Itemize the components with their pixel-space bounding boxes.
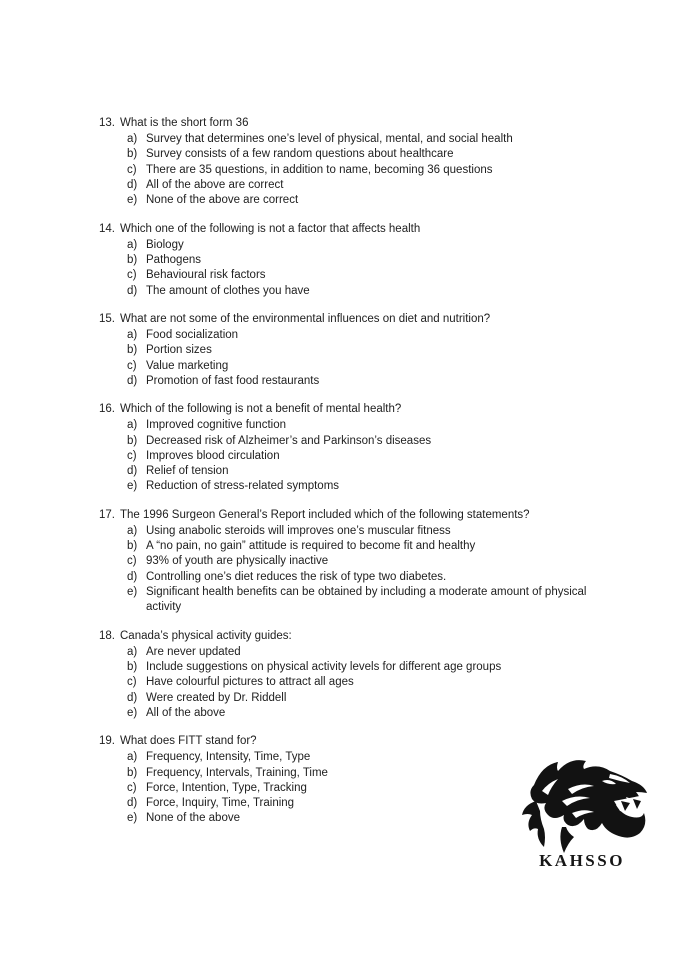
option-letter: a) (127, 133, 138, 146)
option-row (127, 449, 591, 464)
option-row (127, 539, 591, 554)
option-letter: a) (127, 328, 138, 341)
option-letter: d) (127, 178, 138, 191)
option-row (127, 163, 591, 178)
option-row (127, 328, 591, 343)
option-row (127, 359, 591, 374)
option-text: A “no pain, no gain” attitude is required to become fit and healthy (146, 540, 476, 553)
question-line (99, 222, 591, 237)
question-text: The 1996 Surgeon General’s Report included which of the following statements? (120, 508, 530, 521)
option-row (127, 284, 591, 299)
option-row (127, 675, 591, 690)
option-text: Have colourful pictures to attract all ages (146, 676, 354, 689)
option-row (127, 418, 591, 433)
option-list (127, 645, 591, 721)
option-row (127, 132, 591, 147)
option-letter: b) (127, 660, 138, 673)
question-block (99, 402, 591, 495)
option-row (127, 691, 591, 706)
option-text: Pathogens (146, 253, 201, 266)
option-letter: e) (127, 812, 138, 825)
lion-head-icon (506, 755, 658, 855)
option-text: Value marketing (146, 359, 229, 372)
option-letter: b) (127, 434, 138, 447)
option-text: Relief of tension (146, 465, 229, 478)
option-list (127, 132, 591, 208)
question-text: What does FITT stand for? (120, 735, 257, 748)
option-text: Portion sizes (146, 344, 212, 357)
option-text: Using anabolic steroids will improves one’s muscular fitness (146, 524, 451, 537)
option-letter: e) (127, 480, 138, 493)
option-text: 93% of youth are physically inactive (146, 555, 329, 568)
question-line (99, 734, 591, 749)
option-row (127, 524, 591, 539)
question-number: 15. (99, 312, 115, 325)
question-number: 14. (99, 222, 115, 235)
option-letter: d) (127, 797, 138, 810)
option-list (127, 328, 591, 389)
option-letter: c) (127, 676, 137, 689)
option-list (127, 524, 591, 616)
question-number: 13. (99, 117, 115, 129)
question-line (99, 312, 591, 327)
question-text: Canada’s physical activity guides: (120, 629, 292, 642)
option-row (127, 193, 591, 208)
option-letter: d) (127, 465, 138, 478)
option-row (127, 570, 591, 585)
option-row (127, 147, 591, 162)
question-block (99, 116, 591, 209)
option-letter: b) (127, 148, 138, 161)
question-block (99, 222, 591, 299)
option-letter: d) (127, 374, 138, 387)
question-line (99, 508, 591, 523)
question-number: 19. (99, 735, 115, 748)
option-letter: d) (127, 570, 138, 583)
option-letter: e) (127, 586, 138, 598)
option-text: Include suggestions on physical activity levels for different age groups (146, 660, 502, 673)
question-list (99, 116, 591, 840)
option-row (127, 268, 591, 283)
option-text: Are never updated (146, 645, 241, 658)
option-text: Improves blood circulation (146, 449, 280, 462)
option-row (127, 178, 591, 193)
option-letter: e) (127, 706, 138, 719)
option-row (127, 253, 591, 268)
option-letter: b) (127, 540, 138, 553)
question-block (99, 312, 591, 389)
option-list (127, 238, 591, 299)
option-row (127, 238, 591, 253)
option-text: Significant health benefits can be obtained by including a moderate amount of physical activity (146, 586, 587, 614)
question-block (99, 629, 591, 722)
option-row (127, 343, 591, 358)
option-text: Promotion of fast food restaurants (146, 374, 320, 387)
option-text: There are 35 questions, in addition to name, becoming 36 questions (146, 163, 493, 176)
option-letter: c) (127, 163, 137, 176)
option-text: Survey that determines one’s level of physical, mental, and social health (146, 133, 513, 146)
option-text: Behavioural risk factors (146, 269, 266, 282)
option-text: None of the above are correct (146, 194, 299, 207)
option-letter: a) (127, 645, 138, 658)
option-letter: c) (127, 449, 137, 462)
option-text: Frequency, Intervals, Training, Time (146, 766, 328, 779)
option-text: Food socialization (146, 328, 239, 341)
option-letter: a) (127, 524, 138, 537)
question-line (99, 116, 591, 131)
question-block (99, 508, 591, 616)
option-text: The amount of clothes you have (146, 284, 310, 297)
question-text: Which of the following is not a benefit of mental health? (120, 403, 402, 416)
option-letter: e) (127, 194, 138, 207)
option-text: All of the above are correct (146, 178, 284, 191)
option-text: Decreased risk of Alzheimer’s and Parkinson’s diseases (146, 434, 432, 447)
question-line (99, 402, 591, 417)
option-row (127, 645, 591, 660)
logo-text: KAHSSO (539, 851, 625, 870)
option-list (127, 418, 591, 494)
option-text: Force, Intention, Type, Tracking (146, 781, 307, 794)
question-text: Which one of the following is not a factor that affects health (120, 222, 421, 235)
question-text: What are not some of the environmental influences on diet and nutrition? (120, 312, 491, 325)
option-letter: a) (127, 238, 138, 251)
option-row (127, 464, 591, 479)
option-letter: b) (127, 253, 138, 266)
option-text: Biology (146, 238, 184, 251)
option-text: Force, Inquiry, Time, Training (146, 797, 295, 810)
question-number: 18. (99, 629, 115, 642)
option-row (127, 554, 591, 569)
option-letter: a) (127, 751, 138, 764)
option-row (127, 660, 591, 675)
option-letter: c) (127, 555, 137, 568)
option-text: None of the above (146, 812, 240, 825)
option-row (127, 374, 591, 389)
option-row (127, 706, 591, 721)
option-letter: c) (127, 781, 137, 794)
option-letter: c) (127, 269, 137, 282)
option-text: All of the above (146, 706, 226, 719)
option-letter: b) (127, 766, 138, 779)
option-text: Survey consists of a few random questions about healthcare (146, 148, 454, 161)
option-letter: a) (127, 419, 138, 432)
question-number: 16. (99, 403, 115, 416)
question-number: 17. (99, 508, 115, 521)
question-text: What is the short form 36 (120, 117, 249, 129)
option-row (127, 434, 591, 449)
question-line (99, 629, 591, 644)
option-letter: d) (127, 691, 138, 704)
option-row (127, 479, 591, 494)
option-letter: b) (127, 344, 138, 357)
kahsso-logo (506, 755, 658, 868)
option-text: Were created by Dr. Riddell (146, 691, 287, 704)
option-row (127, 585, 591, 616)
option-text: Improved cognitive function (146, 419, 286, 432)
option-letter: d) (127, 284, 138, 297)
option-text: Reduction of stress-related symptoms (146, 480, 340, 493)
option-letter: c) (127, 359, 137, 372)
option-text: Controlling one’s diet reduces the risk of type two diabetes. (146, 570, 447, 583)
option-text: Frequency, Intensity, Time, Type (146, 751, 311, 764)
